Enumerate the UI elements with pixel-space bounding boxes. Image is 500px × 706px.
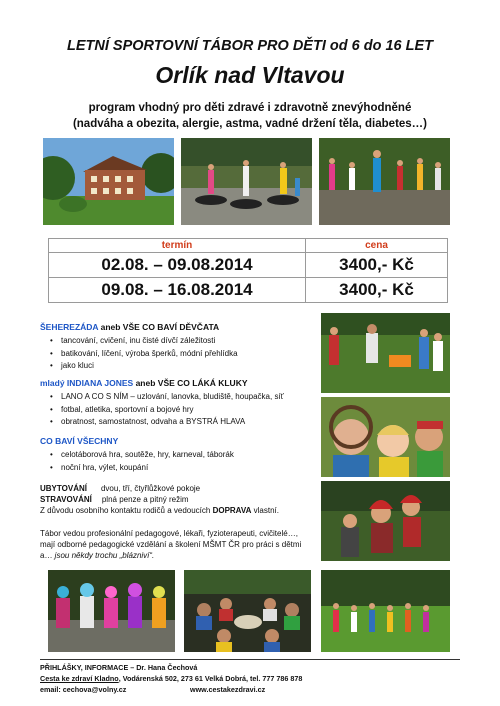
- footer-line-3: [40, 685, 126, 694]
- subtitle-line-1: program vhodný pro děti zdravé i zdravotně znevýhodněné: [88, 102, 412, 114]
- photo-kids-outdoor: [321, 313, 450, 393]
- photo-exercise-group: [319, 138, 450, 225]
- section-boys-list: [50, 391, 284, 429]
- price-cell: 3400,- Kč: [306, 253, 448, 278]
- table-row: [49, 278, 448, 303]
- email-link[interactable]: cechova@volny.cz: [62, 685, 127, 694]
- footer-address: , Vodárenská 502, 273 61 Velká Dobrá, tel. 777 786 878: [118, 674, 303, 683]
- photo-carnival: [48, 570, 175, 652]
- staff-line-3-pre: a…: [40, 551, 55, 560]
- photo-trampolines: [181, 138, 312, 225]
- transport-line: [40, 505, 279, 516]
- staff-line-3-italic: jsou někdy trochu „blázniví“.: [54, 551, 155, 560]
- meals-line: [40, 494, 189, 505]
- title-line-2: Orlík nad Vltavou: [155, 62, 345, 88]
- subtitle-line-2: (nadváha a obezita, alergie, astma, vadné držení těla, diabetes…): [72, 118, 428, 130]
- section-all-list: [50, 449, 234, 474]
- section-girls-title: [40, 322, 219, 332]
- list-item: • jako kluci: [50, 360, 238, 373]
- accommodation-label: UBYTOVÁNÍ: [40, 484, 87, 493]
- staff-line-3: [40, 550, 154, 561]
- list-item: • LANO A CO S NÍM – uzlování, lanovka, bludiště, houpačka, síť: [50, 391, 284, 404]
- photo-meadow-exercise: [321, 570, 450, 652]
- staff-line-2: mají odborné pedagogické vzdělání a školení MŠMT ČR pro práci s dětmi: [40, 540, 302, 549]
- meals-label: STRAVOVÁNÍ: [40, 495, 92, 504]
- table-row: [49, 253, 448, 278]
- footer-line-2: [40, 674, 302, 683]
- section-all-name: CO BAVÍ VŠECHNY: [40, 436, 119, 446]
- section-girls-list: [50, 335, 238, 373]
- terms-table: [48, 238, 448, 303]
- staff-line-1: Tábor vedou profesionální pedagogové, lékaři, fyzioterapeuti, cvičitelé…,: [40, 529, 298, 538]
- section-girls-name: ŠEHEREZÁDA: [40, 322, 99, 332]
- photo-climbing: [321, 481, 450, 561]
- list-item: • batikování, líčení, výroba šperků, módní přehlídka: [50, 348, 238, 361]
- list-item: • tancování, cvičení, inu čisté dívčí záležitosti: [50, 335, 238, 348]
- list-item: • noční hra, výlet, koupání: [50, 462, 234, 475]
- terms-header-term: termín: [49, 239, 306, 253]
- photo-campfire: [184, 570, 311, 652]
- section-boys-name: mladý INDIANA JONES: [40, 378, 134, 388]
- section-boys-rest: aneb VŠE CO LÁKÁ KLUKY: [133, 378, 248, 388]
- meals-text: plná penze a pitný režim: [101, 495, 189, 504]
- email-label: email:: [40, 685, 63, 694]
- term-cell: 02.08. – 09.08.2014: [49, 253, 306, 278]
- term-cell: 09.08. – 16.08.2014: [49, 278, 306, 303]
- accommodation-text: dvou, tří, čtyřlůžkové pokoje: [100, 484, 201, 493]
- list-item: • celotáborová hra, soutěže, hry, karneval, táborák: [50, 449, 234, 462]
- photo-kids-faces: [321, 397, 450, 477]
- list-item: • obratnost, samostatnost, odvaha a BYSTRÁ HLAVA: [50, 416, 284, 429]
- footer-divider: [40, 659, 460, 660]
- title-line-1: LETNÍ SPORTOVNÍ TÁBOR PRO DĚTI od 6 do 16 LET: [66, 38, 434, 54]
- web-link[interactable]: www.cestakezdravi.cz: [190, 685, 266, 694]
- price-cell: 3400,- Kč: [306, 278, 448, 303]
- organization-link[interactable]: Cesta ke zdraví Kladno: [40, 674, 119, 683]
- transport-pre: Z důvodu osobního kontaktu rodičů a vedoucích: [40, 506, 213, 515]
- terms-header-row: [49, 239, 448, 253]
- photo-camp-building: [43, 138, 174, 225]
- transport-bold: DOPRAVA: [212, 506, 252, 515]
- section-all-title: [40, 436, 118, 446]
- terms-header-price: cena: [306, 239, 448, 253]
- section-girls-rest: aneb VŠE CO BAVÍ DĚVČATA: [98, 322, 220, 332]
- section-boys-title: [40, 378, 248, 388]
- accommodation-line: [40, 483, 200, 494]
- footer-line-1: PŘIHLÁŠKY, INFORMACE – Dr. Hana Čechová: [40, 663, 198, 672]
- list-item: • fotbal, atletika, sportovní a bojové hry: [50, 404, 284, 417]
- transport-post: vlastní.: [251, 506, 279, 515]
